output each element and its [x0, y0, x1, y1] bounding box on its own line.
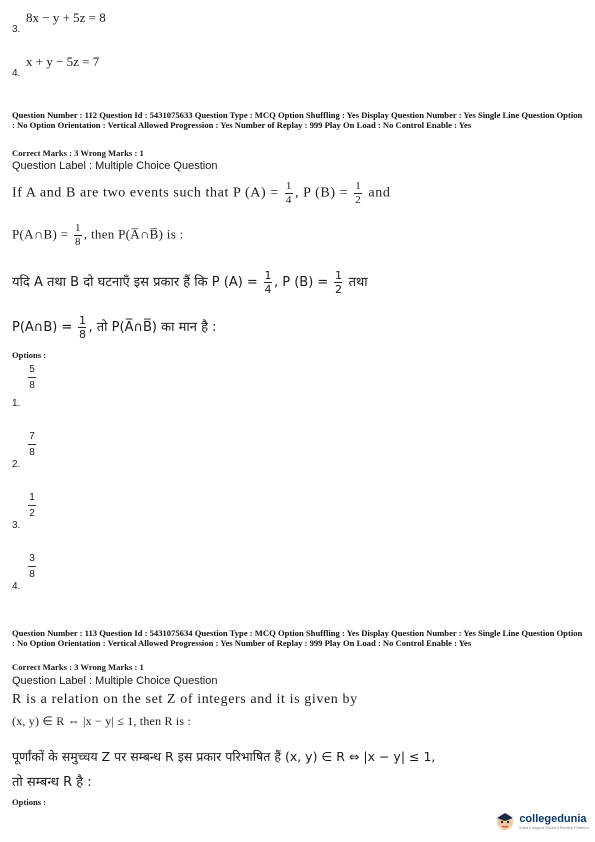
q112-option-4-fraction[interactable]: 3 8: [29, 553, 35, 580]
prev-option-4-number: 4.: [12, 68, 21, 79]
q112-option-3-number: 3.: [12, 520, 21, 531]
q112-option-3-fraction[interactable]: 1 2: [29, 492, 35, 519]
fraction-p-b-hindi: $\frac{1}{2}$: [334, 269, 342, 296]
q113-hindi-line2: तो सम्बन्ध R है :: [12, 775, 92, 790]
q112-marks: Correct Marks : 3 Wrong Marks : 1: [12, 148, 144, 158]
fraction-p-ab-hindi: $\frac{1}{8}$: [78, 314, 86, 341]
q113-hindi-line1: पूर्णांकों के समुच्चय Z पर सम्बन्ध R इस प्रकार परिभाषित हैं (x, y) ∈ R ⇔ |x − y| ≤ 1,: [12, 749, 436, 764]
fraction-p-a: $\frac{1}{4}$: [285, 180, 293, 206]
q112-option-2-number: 2.: [12, 459, 21, 470]
q112-options-label: Options :: [12, 350, 47, 360]
fraction-p-ab: $\frac{1}{8}$: [74, 222, 81, 248]
prev-option-3-number: 3.: [12, 24, 21, 35]
prev-option-4-text: x + y − 5z = 7: [26, 54, 100, 69]
fraction-p-b: $\frac{1}{2}$: [355, 180, 362, 206]
q113-meta: Question Number : 113 Question Id : 5431075634 Question Type : MCQ Option Shuffling : Yes Display Question Number : Yes Single Line Question Option : No Option Orientation : Vertical Allowed Progression : Yes Number of Replay : 999 Play On Load : No Control Enable : Yes: [12, 628, 583, 648]
fraction-p-a-hindi: $\frac{1}{4}$: [264, 269, 272, 296]
q112-option-2-fraction[interactable]: 7 8: [29, 431, 35, 458]
q112-option-1-fraction[interactable]: 5 8: [29, 364, 35, 391]
q112-hindi-line2: P(A∩B) = $\frac{1}{8}$ , तो P(A̅∩B̅) का मान है :: [12, 314, 217, 341]
q112-english-line2: P(A∩B) = $\frac{1}{8}$ , then P(A̅∩B̅) is :: [12, 222, 184, 248]
q112-option-4-number: 4.: [12, 581, 21, 592]
q112-english-line1: If A and B are two events such that P (A) = $\frac{1}{4}$ , P (B) = $\frac{1}{2}$ and: [12, 180, 391, 206]
logo-subtitle: India's largest Student Review Platform: [519, 824, 589, 830]
q113-label: Question Label : Multiple Choice Question: [12, 675, 218, 687]
logo-text: collegedunia: [519, 812, 587, 825]
q112-hindi-line1: यदि A तथा B दो घटनाएँ इस प्रकार हैं कि P (A) = $\frac{1}{4}$ , P (B) = $\frac{1}{2}$ तथा: [12, 269, 368, 296]
q112-meta: Question Number : 112 Question Id : 5431075633 Question Type : MCQ Option Shuffling : Yes Display Question Number : Yes Single Line Question Option : No Option Orientation : Vertical Allowed Progression : Yes Number of Replay : 999 Play On Load : No Control Enable : Yes: [12, 110, 583, 130]
q113-english-line1: R is a relation on the set Z of integers and it is given by: [12, 692, 358, 707]
q112-option-1-number: 1.: [12, 398, 21, 409]
prev-option-3-text: 8x − y + 5z = 8: [26, 10, 106, 25]
q112-label: Question Label : Multiple Choice Question: [12, 160, 218, 172]
mascot-icon: [494, 810, 516, 832]
q113-english-line2: (x, y) ∈ R ⇔ |x − y| ≤ 1, then R is :: [12, 714, 192, 728]
q113-marks: Correct Marks : 3 Wrong Marks : 1: [12, 662, 144, 672]
q113-options-label: Options :: [12, 797, 47, 807]
collegedunia-logo: [494, 810, 589, 832]
